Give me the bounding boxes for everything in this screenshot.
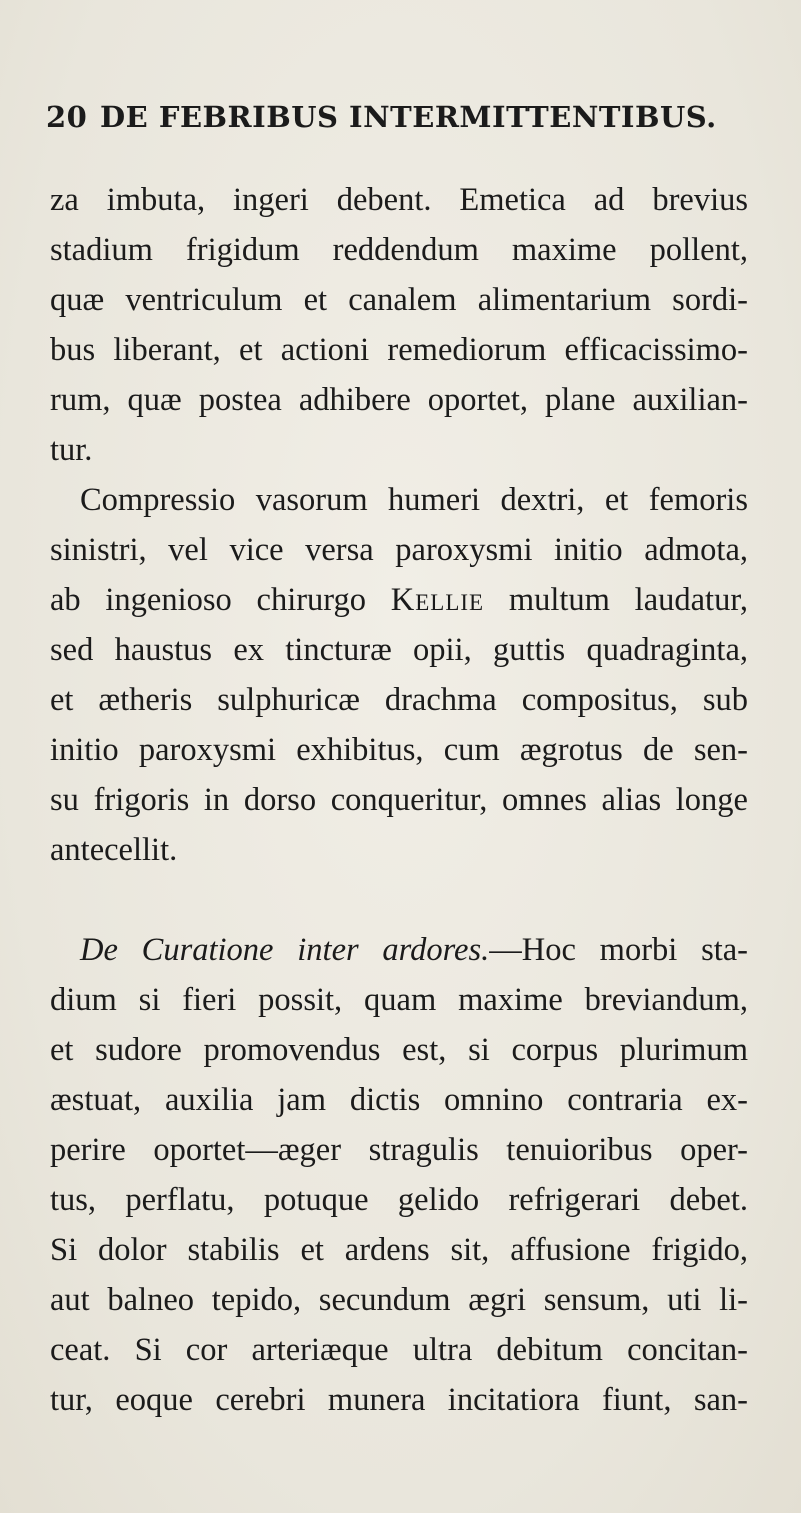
text-line: su frigoris in dorso conqueritur, omnes alias longe bbox=[50, 782, 748, 818]
text-line: sed haustus ex tincturæ opii, guttis quadraginta, bbox=[50, 632, 748, 668]
text-line: tur. bbox=[50, 432, 93, 468]
text-line: za imbuta, ingeri debent. Emetica ad brevius bbox=[50, 182, 748, 218]
text-line: dium si fieri possit, quam maxime breviandum, bbox=[50, 982, 748, 1018]
text-line: et sudore promovendus est, si corpus plurimum bbox=[50, 1032, 748, 1068]
text-line: tur, eoque cerebri munera incitatiora fiunt, san- bbox=[50, 1382, 748, 1418]
text-fragment: multum laudatur, bbox=[484, 582, 748, 618]
text-line: bus liberant, et actioni remediorum efficacissimo- bbox=[50, 332, 748, 368]
text-line: initio paroxysmi exhibitus, cum ægrotus de sen- bbox=[50, 732, 748, 768]
running-title: DE FEBRIBUS INTERMITTENTIBUS. bbox=[100, 100, 717, 134]
text-line: perire oportet—æger stragulis tenuioribus oper- bbox=[50, 1132, 748, 1168]
page-number: 20 bbox=[46, 100, 88, 134]
text-line bbox=[50, 581, 748, 619]
text-line: aut balneo tepido, secundum ægri sensum, uti li- bbox=[50, 1282, 748, 1318]
running-header bbox=[46, 100, 746, 140]
text-line: sinistri, vel vice versa paroxysmi initio admota, bbox=[50, 532, 748, 568]
author-name: Kellie bbox=[390, 582, 485, 618]
text-fragment: ab ingenioso chirurgo bbox=[50, 582, 391, 618]
text-line: æstuat, auxilia jam dictis omnino contraria ex- bbox=[50, 1082, 748, 1118]
text-line: antecellit. bbox=[50, 832, 178, 868]
text-line: Compressio vasorum humeri dextri, et femoris bbox=[80, 482, 748, 518]
text-line: tus, perflatu, potuque gelido refrigerari debet. bbox=[50, 1182, 748, 1218]
text-line bbox=[80, 931, 748, 969]
text-line: et ætheris sulphuricæ drachma compositus, sub bbox=[50, 682, 748, 718]
text-line: rum, quæ postea adhibere oportet, plane auxilian- bbox=[50, 382, 748, 418]
text-fragment: —Hoc morbi sta- bbox=[489, 932, 749, 968]
text-line: Si dolor stabilis et ardens sit, affusione frigido, bbox=[50, 1232, 748, 1268]
text-line: quæ ventriculum et canalem alimentarium sordi- bbox=[50, 282, 748, 318]
section-heading: De Curatione inter ardores. bbox=[80, 932, 490, 968]
text-line: stadium frigidum reddendum maxime pollent, bbox=[50, 232, 748, 268]
text-line: ceat. Si cor arteriæque ultra debitum concitan- bbox=[50, 1332, 748, 1368]
